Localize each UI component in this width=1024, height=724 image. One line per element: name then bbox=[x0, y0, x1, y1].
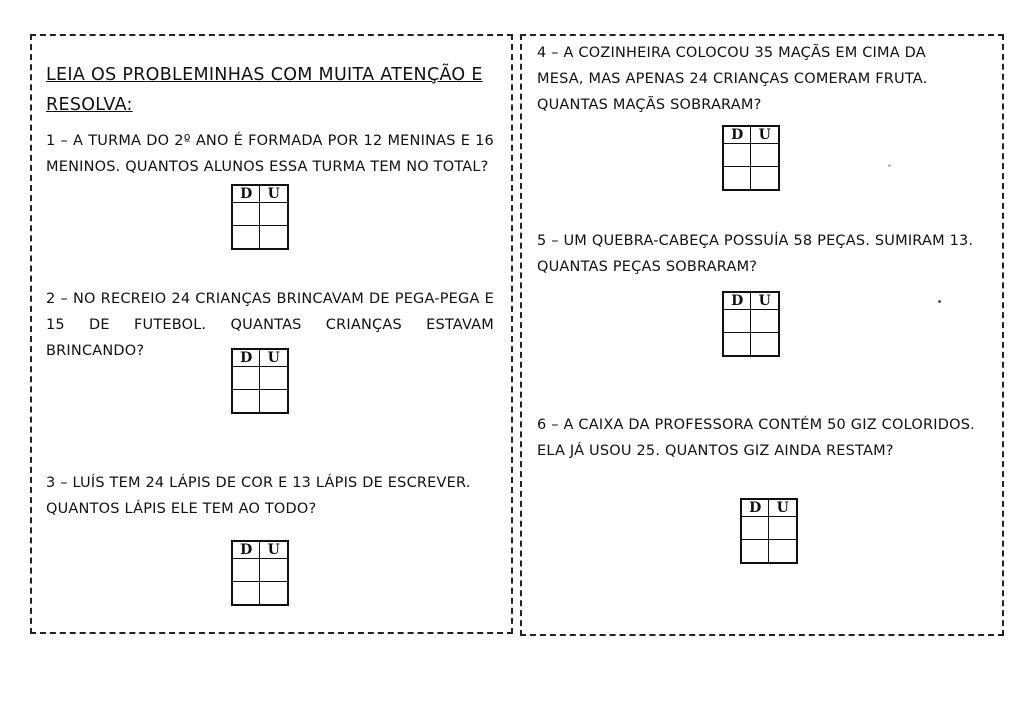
tens-header: D bbox=[232, 349, 260, 367]
problem-2-text: 2 – NO RECREIO 24 CRIANÇAS BRINCAVAM DE PEGA-PEGA E 15 DE FUTEBOL. QUANTAS CRIANÇAS ESTAVAM BRINCANDO? bbox=[46, 291, 494, 359]
answer-cell[interactable] bbox=[260, 559, 288, 582]
units-header: U bbox=[751, 126, 779, 144]
answer-cell[interactable] bbox=[260, 367, 288, 390]
tens-header: D bbox=[232, 541, 260, 559]
answer-cell[interactable] bbox=[232, 203, 260, 226]
answer-cell[interactable] bbox=[751, 167, 779, 191]
answer-grid-3[interactable] bbox=[231, 540, 289, 606]
answer-grid-6[interactable] bbox=[740, 498, 798, 564]
tens-header: D bbox=[723, 292, 751, 310]
units-header: U bbox=[260, 185, 288, 203]
answer-cell[interactable] bbox=[723, 167, 751, 191]
tens-header: D bbox=[232, 185, 260, 203]
problem-6-text: 6 – A CAIXA DA PROFESSORA CONTÉM 50 GIZ COLORIDOS. ELA JÁ USOU 25. QUANTOS GIZ AINDA RESTAM? bbox=[537, 417, 975, 459]
answer-cell[interactable] bbox=[232, 582, 260, 606]
answer-cell[interactable] bbox=[751, 144, 779, 167]
answer-cell[interactable] bbox=[260, 203, 288, 226]
units-header: U bbox=[769, 499, 797, 517]
answer-grid-1[interactable] bbox=[231, 184, 289, 250]
answer-cell[interactable] bbox=[751, 310, 779, 333]
problem-4-text: 4 – A COZINHEIRA COLOCOU 35 MAÇÃS EM CIMA DA MESA, MAS APENAS 24 CRIANÇAS COMERAM FRUTA. QUANTAS MAÇÃS SOBRARAM? bbox=[537, 45, 928, 113]
answer-grid-5[interactable] bbox=[722, 291, 780, 357]
scan-speck bbox=[888, 164, 891, 167]
problem-3-text: 3 – LUÍS TEM 24 LÁPIS DE COR E 13 LÁPIS DE ESCREVER. QUANTOS LÁPIS ELE TEM AO TODO? bbox=[46, 475, 471, 517]
answer-cell[interactable] bbox=[232, 226, 260, 250]
answer-cell[interactable] bbox=[769, 540, 797, 564]
answer-cell[interactable] bbox=[260, 582, 288, 606]
answer-cell[interactable] bbox=[751, 333, 779, 357]
tens-header: D bbox=[723, 126, 751, 144]
units-header: U bbox=[260, 349, 288, 367]
answer-cell[interactable] bbox=[723, 333, 751, 357]
answer-cell[interactable] bbox=[232, 367, 260, 390]
answer-cell[interactable] bbox=[260, 226, 288, 250]
answer-cell[interactable] bbox=[232, 559, 260, 582]
answer-grid-2[interactable] bbox=[231, 348, 289, 414]
problem-5-text: 5 – UM QUEBRA-CABEÇA POSSUÍA 58 PEÇAS. SUMIRAM 13. QUANTAS PEÇAS SOBRARAM? bbox=[537, 233, 974, 275]
answer-cell[interactable] bbox=[741, 540, 769, 564]
answer-cell[interactable] bbox=[723, 310, 751, 333]
page-title: LEIA OS PROBLEMINHAS COM MUITA ATENÇÃO E RESOLVA: bbox=[46, 64, 483, 115]
units-header: U bbox=[260, 541, 288, 559]
answer-cell[interactable] bbox=[741, 517, 769, 540]
answer-cell[interactable] bbox=[260, 390, 288, 414]
answer-cell[interactable] bbox=[232, 390, 260, 414]
answer-cell[interactable] bbox=[723, 144, 751, 167]
answer-cell[interactable] bbox=[769, 517, 797, 540]
answer-grid-4[interactable] bbox=[722, 125, 780, 191]
scan-speck bbox=[938, 300, 941, 303]
tens-header: D bbox=[741, 499, 769, 517]
units-header: U bbox=[751, 292, 779, 310]
problem-1-text: 1 – A TURMA DO 2º ANO É FORMADA POR 12 MENINAS E 16 MENINOS. QUANTOS ALUNOS ESSA TURMA TEM NO TOTAL? bbox=[46, 133, 494, 175]
